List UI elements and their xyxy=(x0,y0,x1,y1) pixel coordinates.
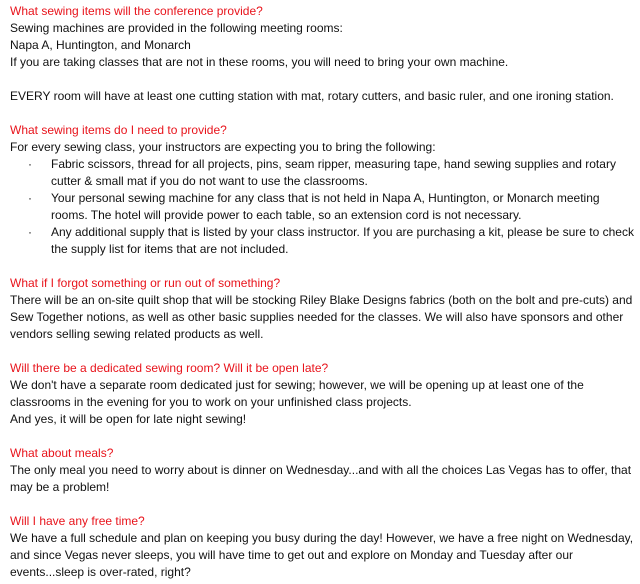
list-item xyxy=(10,224,634,258)
faq-answer-line: Sewing machines are provided in the following meeting rooms: xyxy=(10,21,343,35)
bullet-icon: · xyxy=(28,157,32,171)
faq-section-what-to-bring xyxy=(10,122,634,258)
faq-section-sewing-room xyxy=(10,360,634,428)
faq-answer-line: For every sewing class, your instructors are expecting you to bring the following: xyxy=(10,140,436,154)
bullet-icon: · xyxy=(28,191,32,205)
supply-list xyxy=(10,156,634,258)
faq-answer-line: There will be an on-site quilt shop that will be stocking Riley Blake Designs fabrics (both on the bolt and pre-cuts) and Sew Together notions, as well as other basic supplies needed for the classes. We will also have sponsors and other vendors selling sewing related products as well. xyxy=(10,293,633,341)
list-item-text: Any additional supply that is listed by your class instructor. If you are purchasing a kit, please be sure to check the supply list for items that are not included. xyxy=(51,225,634,256)
faq-answer-line: We have a full schedule and plan on keeping you busy during the day! However, we have a free night on Wednesday, and since Vegas never sleeps, you will have time to get out and explore on Monday and Tuesday after our events...sleep is over-rated, right? xyxy=(10,531,634,579)
faq-section-conference-provides xyxy=(10,3,634,105)
bullet-icon: · xyxy=(28,225,32,239)
faq-section-free-time xyxy=(10,513,634,581)
faq-answer-line: And yes, it will be open for late night sewing! xyxy=(10,412,247,426)
faq-answer-line: If you are taking classes that are not in these rooms, you will need to bring your own machine. xyxy=(10,55,509,69)
faq-question: What if I forgot something or run out of something? xyxy=(10,276,281,290)
faq-answer-line: We don't have a separate room dedicated just for sewing; however, we will be opening up at least one of the classrooms in the evening for you to work on your unfinished class projects. xyxy=(10,378,584,409)
faq-question: Will there be a dedicated sewing room? Will it be open late? xyxy=(10,361,329,375)
faq-answer-line: The only meal you need to worry about is dinner on Wednesday...and with all the choices Las Vegas has to offer, that may be a problem! xyxy=(10,463,632,494)
faq-question: What sewing items will the conference provide? xyxy=(10,4,263,18)
faq-answer-line: EVERY room will have at least one cutting station with mat, rotary cutters, and basic ruler, and one ironing station. xyxy=(10,89,614,103)
list-item xyxy=(10,156,634,190)
faq-section-forgot-something xyxy=(10,275,634,343)
list-item-text: Fabric scissors, thread for all projects, pins, seam ripper, measuring tape, hand sewing supplies and rotary cutter & small mat if you do not want to use the classrooms. xyxy=(51,157,616,188)
list-item-text: Your personal sewing machine for any class that is not held in Napa A, Huntington, or Monarch meeting rooms. The hotel will provide power to each table, so an extension cord is not necessary. xyxy=(51,191,600,222)
faq-answer-line: Napa A, Huntington, and Monarch xyxy=(10,38,191,52)
paragraph-gap xyxy=(10,71,634,88)
faq-question: What about meals? xyxy=(10,446,114,460)
faq-section-meals xyxy=(10,445,634,496)
list-item xyxy=(10,190,634,224)
faq-question: What sewing items do I need to provide? xyxy=(10,123,227,137)
faq-question: Will I have any free time? xyxy=(10,514,145,528)
